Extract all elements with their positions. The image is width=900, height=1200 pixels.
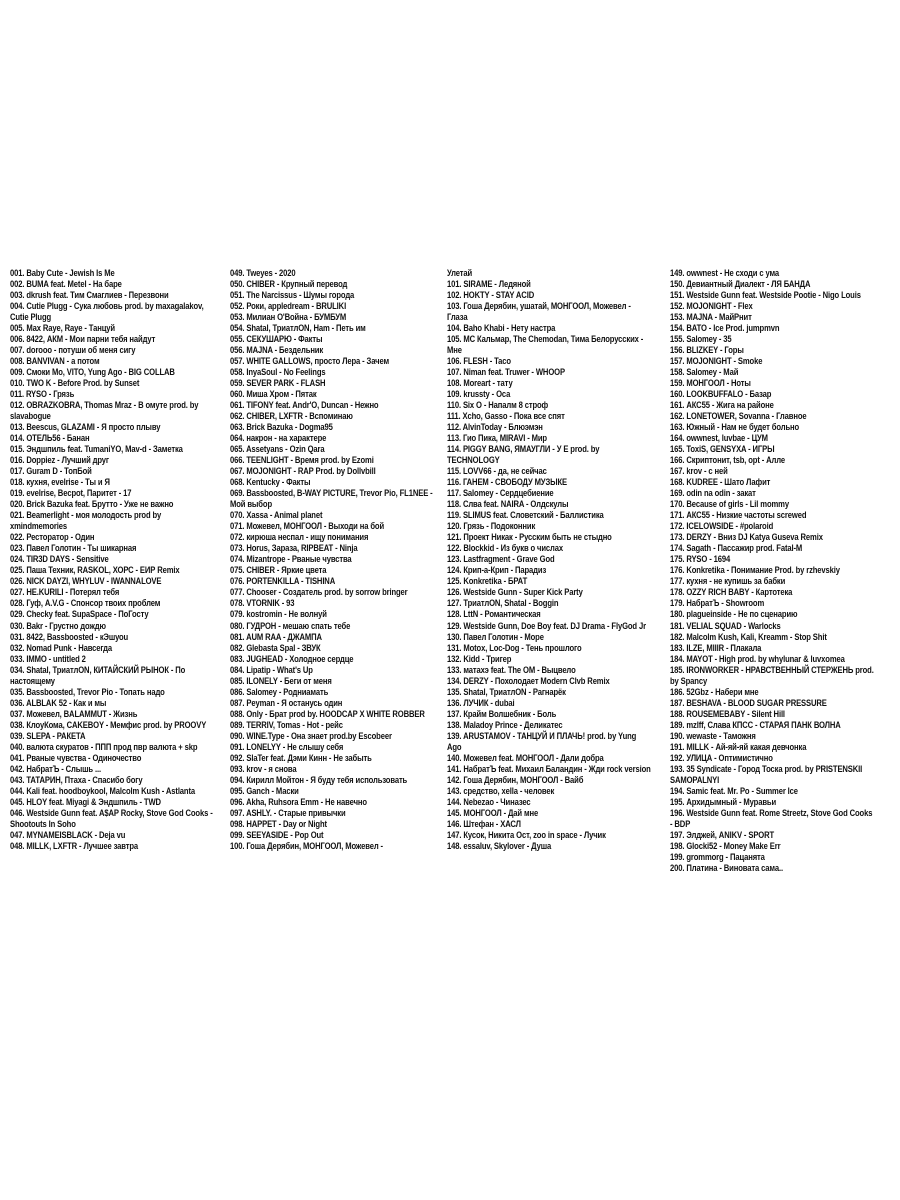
track-entry: 123. Lastfragment - Grave God (447, 554, 555, 565)
track-entry: 091. LONELYY - Не слышу себя (230, 741, 344, 752)
track-entry: Улетай (447, 268, 473, 278)
track-entry: 062. CHIBER, LXFTR - Вспоминаю (230, 411, 353, 422)
track-entry: 145. МОНГООЛ - Дай мне (447, 807, 539, 818)
track-entry: 049. Tweyes - 2020 (230, 268, 296, 278)
track-entry: 007. dorooo - потуши об меня сигу (10, 345, 136, 356)
track-entry: 067. MOJONIGHT - RAP Prod. by Dollvbill (230, 466, 376, 477)
track-entry: 110. Six O - Напалм 8 строф (447, 400, 549, 411)
track-entry: 148. essaluv, Skylover - Душа (447, 840, 552, 851)
track-entry: 114. PIGGY BANG, ЯМАУГЛИ - У Е prod. by TECHNOLOGY (447, 444, 600, 466)
track-entry: 161. АКС55 - Жига на районе (670, 400, 774, 411)
track-entry: 039. SLEPA - РАКЕТА (10, 730, 86, 741)
track-entry: 038. КлоуКома, CAKEBOY - Мемфис prod. by PROOVY (10, 719, 207, 730)
track-entry: 174. Sagath - Пассажир prod. Fatal-M (670, 543, 803, 554)
track-entry: 132. Kidd - Тригер (447, 653, 512, 664)
track-entry: 117. Salomey - Сердцебиение (447, 488, 554, 499)
track-entry: 054. Shatal, ТриатлON, Ham - Петь им (230, 323, 366, 334)
track-entry: 200. Платина - Виновата сама.. (670, 862, 783, 873)
track-entry: 150. Девиантный Диалект - ЛЯ БАНДА (670, 279, 811, 290)
track-entry: 066. TEENLIGHT - Время prod. by Ezomi (230, 455, 374, 466)
track-entry: 197. Элджей, ANIKV - SPORT (670, 829, 775, 840)
track-entry: 096. Akha, Ruhsora Emm - Не навечно (230, 796, 367, 807)
track-entry: 129. Westside Gunn, Doe Boy feat. DJ Drama - FlyGod Jr (447, 620, 646, 631)
track-entry: 099. SEEYASIDE - Pop Out (230, 829, 324, 840)
track-entry: 030. Bakr - Грустно дождю (10, 620, 106, 631)
track-entry: 076. PORTENKILLA - TISHINA (230, 576, 336, 587)
track-entry: 195. Архидымный - Муравьи (670, 796, 777, 807)
track-entry: 078. VTORNIK - 93 (230, 598, 295, 609)
track-entry: 046. Westside Gunn feat. A$AP Rocky, Stove God Cooks - Shootouts In Soho (10, 807, 213, 829)
track-entry: 069. Bassboosted, B-WAY PICTURE, Trevor Pio, FL1NEE - Мой выбор (230, 488, 433, 510)
track-entry: 141. НабратЪ feat. Михаил Баландин - Жди rock version (447, 763, 651, 774)
track-entry: 189. mzlff, Слава КПСС - СТАРАЯ ПАНК ВОЛНА (670, 719, 841, 730)
track-entry: 055. СЕКУШАРЮ - Факты (230, 334, 323, 345)
track-entry: 081. AUM RAA - ДЖАМПА (230, 631, 322, 642)
track-entry: 191. MILLK - Ай-яй-яй какая девчонка (670, 741, 807, 752)
track-entry: 097. ASHLY. - Старые привычки (230, 807, 346, 818)
track-entry: 063. Brick Bazuka - Dogma95 (230, 422, 333, 433)
track-entry: 014. ОТЕЛЬ56 - Банан (10, 433, 90, 444)
track-entry: 034. Shatal, ТриатлON, КИТАЙСКИЙ РЫНОК - По настоящему (10, 664, 186, 686)
track-entry: 071. Можевел, МОНГООЛ - Выходи на бой (230, 521, 385, 532)
track-entry: 094. Кирилл Мойтон - Я буду тебя использовать (230, 774, 408, 785)
track-entry: 160. LOOKBUFFALO - Базар (670, 389, 772, 400)
track-entry: 065. Assetyans - Ozin Qara (230, 444, 325, 455)
track-entry: 159. МОНГООЛ - Ноты (670, 378, 751, 389)
track-entry: 072. кирюша неспал - ищу понимания (230, 532, 369, 543)
track-entry: 122. Blockkid - Из букв о числах (447, 543, 564, 554)
track-entry: 196. Westside Gunn feat. Rome Streetz, Stove God Cooks - BDP (670, 807, 873, 829)
track-entry: 047. MYNAMEISBLACK - Deja vu (10, 829, 126, 840)
track-entry: 058. InyaSoul - No Feelings (230, 367, 326, 378)
track-entry: 139. ARUSTAMOV - ТАНЦУЙ И ПЛАЧЬ! prod. by Yung Ago (447, 730, 637, 752)
track-entry: 178. OZZY RICH BABY - Картотека (670, 587, 793, 598)
track-entry: 082. Glebasta Spal - ЗВУК (230, 642, 321, 653)
track-entry: 090. WINE.Type - Она знает prod.by Escobeer (230, 730, 392, 741)
track-entry: 005. Max Raye, Raye - Танцуй (10, 323, 115, 334)
track-entry: 184. MAYOT - High prod. by whylunar & luvxomea (670, 653, 845, 664)
track-entry: 188. ROUSEMEBABY - Silent Hill (670, 708, 785, 719)
track-entry: 127. ТриатлON, Shatal - Boggin (447, 598, 559, 609)
track-entry: 116. ГАНЕМ - СВОБОДУ МУЗЫКЕ (447, 477, 567, 488)
track-entry: 035. Bassboosted, Trevor Pio - Топать надо (10, 686, 165, 697)
track-entry: 198. Glocki52 - Money Make Err (670, 840, 781, 851)
track-entry: 052. Роки, appledream - BRULIKI (230, 301, 347, 312)
track-entry: 134. DERZY - Похолодает Modern Clvb Remix (447, 675, 610, 686)
track-entry: 037. Можевел, BALAMMUT - Жизнь (10, 708, 138, 719)
track-entry: 012. OBRAZKOBRA, Thomas Mraz - В омуте prod. by slavabogue (10, 400, 199, 422)
track-entry: 085. ILONELY - Беги от меня (230, 675, 332, 686)
track-entry: 074. Mizantrope - Рваные чувства (230, 554, 352, 565)
track-entry: 053. Милиан О'Война - БУМБУМ (230, 312, 347, 323)
track-entry: 192. УЛИЦА - Оптимистично (670, 752, 773, 763)
track-entry: 153. MAJNA - МайРнит (670, 312, 752, 323)
track-entry: 175. RYSO - 1694 (670, 554, 731, 565)
track-entry: 064. накрон - на характере (230, 433, 327, 444)
track-entry: 147. Кусок, Никита Ост, zoo in space - Лучик (447, 829, 606, 840)
track-entry: 193. 35 Syndicate - Город Тоска prod. by PRISTENSKII SAMOPALNYI (670, 763, 863, 785)
track-entry: 068. Kentucky - Факты (230, 477, 311, 488)
tracklist-column-2 (230, 268, 435, 852)
track-entry: 140. Можевел feat. МОНГООЛ - Дали добра (447, 752, 604, 763)
track-entry: 016. Doppiez - Лучший друг (10, 455, 109, 466)
track-entry: 162. LONETOWER, Sovanna - Главное (670, 411, 807, 422)
track-entry: 176. Konkretika - Понимание Prod. by rzhevskiy (670, 565, 840, 576)
track-entry: 169. odin na odin - закат (670, 488, 756, 499)
track-entry: 003. dkrush feat. Тим Смаглиев - Перезвони (10, 290, 169, 301)
track-entry: 045. HLOY feat. Miyagi & Эндшпиль - TWD (10, 796, 161, 807)
track-entry: 021. Beamerlight - моя молодость prod by xmindmemories (10, 510, 162, 532)
track-entry: 102. HOKTY - STAY ACID (447, 290, 535, 301)
track-entry: 044. Kali feat. hoodboykool, Malcolm Kush - Astlanta (10, 785, 196, 796)
track-entry: 109. krussty - Оса (447, 389, 511, 400)
tracklist-column-4 (670, 268, 875, 874)
track-entry: 004. Cutie Plugg - Сука любовь prod. by maxagalakov, Cutie Plugg (10, 301, 204, 323)
track-entry: 185. IRONWORKER - НРАВСТВЕННЫЙ СТЕРЖЕНЬ prod. by Spancy (670, 664, 874, 686)
track-entry: 149. owwnest - Не сходи с ума (670, 268, 780, 278)
track-entry: 031. 8422, Bassboosted - кЭшуоu (10, 631, 129, 642)
track-entry: 087. Peyman - Я останусь один (230, 697, 343, 708)
track-entry: 130. Павел Голотин - Море (447, 631, 544, 642)
track-entry: 002. BUMA feat. Metel - На баре (10, 279, 122, 290)
track-entry: 043. ТАТАРИН, Птаха - Спасибо богу (10, 774, 143, 785)
track-entry: 006. 8422, АКМ - Мои парни тебя найдут (10, 334, 156, 345)
track-entry: 152. MOJONIGHT - Flex (670, 301, 753, 312)
track-entry: 070. Xassa - Animal planet (230, 510, 323, 521)
track-entry: 118. Слва feat. NAIRA - Олдскулы (447, 499, 569, 510)
track-entry: 108. Moreart - тату (447, 378, 513, 389)
track-entry: 026. NICK DAYZI, WHYLUV - IWANNALOVE (10, 576, 162, 587)
track-entry: 089. TERRIV, Tomas - Hot - рейс (230, 719, 343, 730)
track-entry: 167. krov - с ней (670, 466, 728, 477)
track-entry: 040. валюта скуратов - ППП прод пвр валюта + skp (10, 741, 198, 752)
track-entry: 182. Malcolm Kush, Kali, Kreamm - Stop Shit (670, 631, 827, 642)
track-entry: 051. The Narcissus - Шумы города (230, 290, 355, 301)
track-entry: 158. Salomey - Май (670, 367, 739, 378)
track-entry: 199. grommorg - Пацанята (670, 851, 765, 862)
track-entry: 180. plagueinside - Не по сценарию (670, 609, 798, 620)
track-entry: 151. Westside Gunn feat. Westside Pootie - Nigo Louis (670, 290, 861, 301)
track-entry: 143. средство, xella - человек (447, 785, 555, 796)
track-entry: 028. Гуф, A.V.G - Спонсор твоих проблем (10, 598, 161, 609)
track-entry: 061. TIFONY feat. Andr'O, Duncan - Нежно (230, 400, 379, 411)
track-entry: 056. MAJNA - Бездельник (230, 345, 324, 356)
track-entry: 190. wewaste - Таможня (670, 730, 756, 741)
track-entry: 137. Крайм Волшебник - Боль (447, 708, 557, 719)
track-entry: 048. MILLK, LXFTR - Лучшее завтра (10, 840, 139, 851)
tracklist-column-3 (447, 268, 652, 852)
track-entry: 138. Maladoy Prince - Деликатес (447, 719, 563, 730)
track-entry: 115. LOVV66 - да, не сейчас (447, 466, 547, 477)
track-entry: 194. Samic feat. Mr. Po - Summer Ice (670, 785, 798, 796)
track-entry: 077. Chooser - Создатель prod. by sorrow bringer (230, 587, 408, 598)
track-entry: 186. 52Gbz - Набери мне (670, 686, 759, 697)
track-entry: 112. AlvinToday - Блюэмэн (447, 422, 543, 433)
track-entry: 135. Shatal, ТриатлON - Рагнарёк (447, 686, 566, 697)
track-entry: 088. Only - Брат prod by. HOODCAP X WHITE ROBBER (230, 708, 425, 719)
track-entry: 133. матахэ feat. The OM - Выцвело (447, 664, 576, 675)
track-entry: 013. Beescus, GLAZAMI - Я просто плыву (10, 422, 161, 433)
track-entry: 032. Nomad Punk - Навсегда (10, 642, 112, 653)
track-entry: 036. ALBLAK 52 - Как и мы (10, 697, 107, 708)
track-entry: 177. кухня - не купишь за бабки (670, 576, 786, 587)
track-entry: 100. Гоша Дерябин, МОНГООЛ, Можевел - (230, 840, 383, 851)
track-entry: 124. Крип-а-Крип - Парадиз (447, 565, 547, 576)
track-entry: 171. АКС55 - Низкие частоты screwed (670, 510, 807, 521)
track-entry: 166. Скриптонит, tsb, opt - Алле (670, 455, 786, 466)
track-entry: 018. кухня, evelrise - Ты и Я (10, 477, 110, 488)
track-entry: 025. Паша Техник, RASKOL, ХОРС - ЕИР Remix (10, 565, 180, 576)
track-entry: 126. Westside Gunn - Super Kick Party (447, 587, 583, 598)
track-entry: 157. MOJONIGHT - Smoke (670, 356, 763, 367)
track-entry: 084. Lipatip - What's Up (230, 664, 313, 675)
track-entry: 059. SEVER PARK - FLASH (230, 378, 326, 389)
track-entry: 111. Xcho, Gasso - Пока все спят (447, 411, 565, 422)
track-entry: 156. BLIZKEY - Горы (670, 345, 744, 356)
track-entry: 119. SLIMUS feat. Словетский - Баллистика (447, 510, 604, 521)
track-entry: 172. ICELOWSIDE - #polaroid (670, 521, 774, 532)
track-entry: 120. Грязь - Подоконник (447, 521, 536, 532)
track-entry: 107. Niman feat. Truwer - WHOOP (447, 367, 565, 378)
track-entry: 057. WHITE GALLOWS, просто Лера - Зачем (230, 356, 390, 367)
track-entry: 155. Salomey - 35 (670, 334, 732, 345)
track-entry: 164. owwnest, luvbae - ЦУМ (670, 433, 768, 444)
track-entry: 187. BESHAVA - BLOOD SUGAR PRESSURE (670, 697, 827, 708)
track-entry: 041. Рваные чувства - Одиночество (10, 752, 142, 763)
track-entry: 170. Because of girls - Lil mommy (670, 499, 789, 510)
track-entry: 173. DERZY - Вниз DJ Katya Guseva Remix (670, 532, 823, 543)
track-entry: 093. krov - я снова (230, 763, 297, 774)
track-entry: 142. Гоша Дерябин, МОНГООЛ - Вайб (447, 774, 584, 785)
track-entry: 029. Checky feat. SupaSpace - ПоГосту (10, 609, 149, 620)
track-entry: 144. Nebezao - Чиназес (447, 796, 531, 807)
track-entry: 080. ГУДРОН - мешаю спать тебе (230, 620, 351, 631)
track-entry: 017. Guram D - ТопБой (10, 466, 92, 477)
track-entry: 165. ToxiS, GENSYXA - ИГРЫ (670, 444, 775, 455)
track-entry: 154. BATO - Ice Prod. jumpmvn (670, 323, 780, 334)
track-entry: 009. Смоки Мо, VITO, Yung Ago - BIG COLLAB (10, 367, 175, 378)
track-entry: 095. Ganch - Маски (230, 785, 299, 796)
track-entry: 015. Эндшпиль feat. TumaniYO, Mav-d - Заметка (10, 444, 183, 455)
track-entry: 146. Штефан - ХАСЛ (447, 818, 521, 829)
track-entry: 033. IMMO - untitled 2 (10, 653, 86, 664)
track-entry: 181. VELIAL SQUAD - Warlocks (670, 620, 781, 631)
track-entry: 121. Проект Никак - Русским быть не стыдно (447, 532, 612, 543)
track-entry: 020. Brick Bazuka feat. Брутто - Уже не важно (10, 499, 174, 510)
track-entry: 113. Гио Пика, MIRAVI - Мир (447, 433, 547, 444)
track-entry: 092. SlaTer feat. Дэми Кинн - Не забыть (230, 752, 372, 763)
track-entry: 103. Гоша Дерябин, ушатай, МОНГООЛ, Можевел - Глаза (447, 301, 631, 323)
tracklist-column-1 (10, 268, 215, 852)
track-entry: 183. ILZE, MIIIR - Плакала (670, 642, 762, 653)
track-entry: 131. Motox, Loc-Dog - Тень прошлого (447, 642, 582, 653)
track-entry: 019. evelrise, Becpot, Паритет - 17 (10, 488, 132, 499)
track-entry: 008. BANVIVAN - а потом (10, 356, 100, 367)
track-entry: 101. SIRAME - Ледяной (447, 279, 531, 290)
track-entry: 168. KUDREE - Шато Лафит (670, 477, 771, 488)
track-entry: 023. Павел Голотин - Ты шикарная (10, 543, 137, 554)
track-entry: 086. Salomey - Родниамать (230, 686, 329, 697)
track-entry: 010. TWO K - Before Prod. by Sunset (10, 378, 140, 389)
track-entry: 104. Baho Khabi - Нету настра (447, 323, 556, 334)
track-entry: 075. CHIBER - Яркие цвета (230, 565, 327, 576)
track-entry: 027. HE.KURILI - Потерял тебя (10, 587, 120, 598)
track-entry: 060. Миша Хром - Пятак (230, 389, 317, 400)
track-entry: 163. Южный - Нам не будет больно (670, 422, 800, 433)
track-entry: 024. TIR3D DAYS - Sensitive (10, 554, 109, 565)
track-entry: 098. HAPPET - Day or Night (230, 818, 327, 829)
track-entry: 136. ЛУЧИК - dubai (447, 697, 515, 708)
track-entry: 001. Baby Cute - Jewish Is Me (10, 268, 115, 278)
track-entry: 050. CHIBER - Крупный перевод (230, 279, 348, 290)
track-entry: 073. Horus, Зараза, RIPBEAT - Ninja (230, 543, 358, 554)
track-entry: 179. НабратЪ - Showroom (670, 598, 765, 609)
track-entry: 106. FLESH - Taco (447, 356, 511, 367)
track-entry: 042. НабратЪ - Слышь ... (10, 763, 101, 774)
track-entry: 125. Konkretika - БРАТ (447, 576, 528, 587)
track-entry: 011. RYSO - Грязь (10, 389, 75, 400)
track-entry: 105. МС Кальмар, The Chemodan, Тима Белорусских - Мне (447, 334, 644, 356)
track-entry: 083. JUGHEAD - Холодное сердце (230, 653, 354, 664)
track-entry: 128. LttN - Романтическая (447, 609, 541, 620)
track-entry: 079. kostromin - Не волнуй (230, 609, 327, 620)
track-entry: 022. Ресторатор - Один (10, 532, 95, 543)
